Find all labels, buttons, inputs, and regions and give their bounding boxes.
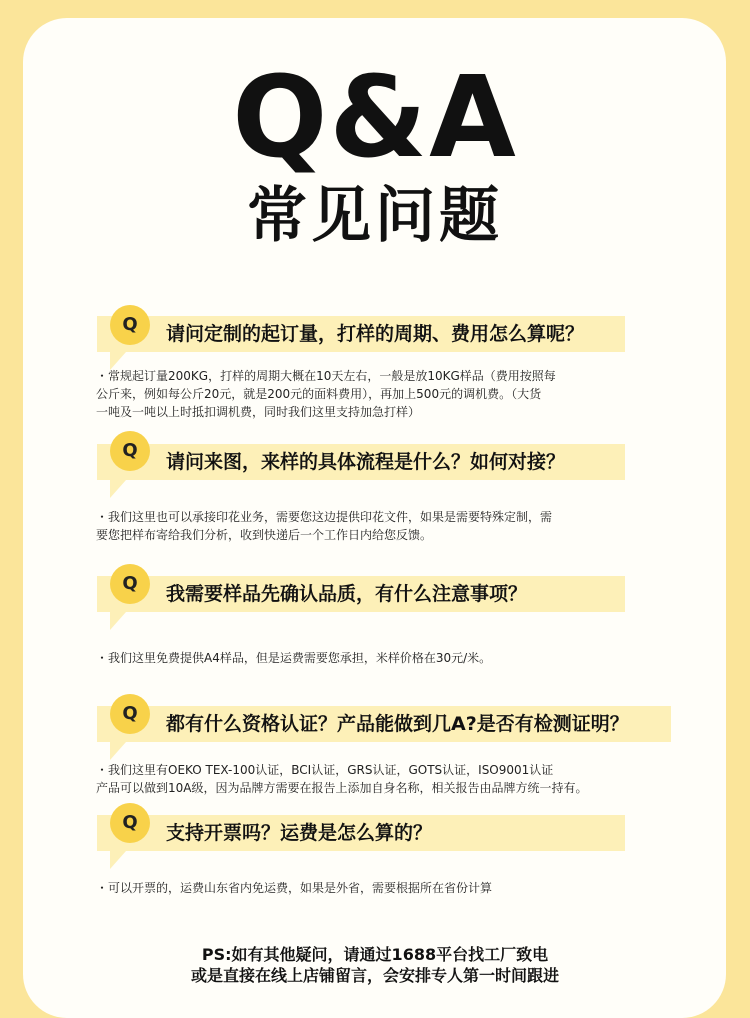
q-badge: Q bbox=[110, 803, 150, 843]
answer-line: ・我们这里也可以承接印花业务，需要您这边提供印花文件，如果是需要特殊定制，需 bbox=[96, 510, 553, 524]
answer-line: ・常规起订量200KG，打样的周期大概在10天左右，一般是放10KG样品（费用按照每 bbox=[96, 369, 556, 383]
page-subtitle: 常见问题 bbox=[247, 181, 503, 251]
footer-note bbox=[0, 944, 750, 986]
answer-line: ・可以开票的，运费山东省内免运费，如果是外省，需要根据所在省份计算 bbox=[96, 881, 493, 895]
speech-tail bbox=[110, 480, 134, 498]
answer-text bbox=[96, 508, 656, 544]
answer-line: 公斤来，例如每公斤20元，就是200元的面料费用），再加上500元的调机费。（大货 bbox=[96, 387, 542, 401]
answer-line: 产品可以做到10A级，因为品牌方需要在报告上添加自身名称，相关报告由品牌方统一持有。 bbox=[96, 781, 588, 795]
page-title: Q&A bbox=[232, 53, 518, 183]
footer-line: PS:如有其他疑问，请通过1688平台找工厂致电 bbox=[201, 945, 549, 964]
speech-tail bbox=[110, 742, 134, 760]
question-text: 请问来图，来样的具体流程是什么？如何对接？ bbox=[166, 451, 566, 473]
speech-tail bbox=[110, 612, 134, 630]
q-badge: Q bbox=[110, 694, 150, 734]
footer-line: 或是直接在线上店铺留言，会安排专人第一时间跟进 bbox=[190, 966, 559, 985]
answer-line: ・我们这里有OEKO TEX-100认证，BCI认证，GRS认证，GOTS认证，ISO9001认证 bbox=[96, 763, 554, 777]
answer-text bbox=[96, 367, 656, 421]
q-badge: Q bbox=[110, 564, 150, 604]
answer-text bbox=[96, 761, 656, 797]
question-text: 请问定制的起订量，打样的周期、费用怎么算呢？ bbox=[166, 323, 585, 345]
q-badge: Q bbox=[110, 431, 150, 471]
answer-text bbox=[96, 879, 656, 897]
answer-line: 一吨及一吨以上时抵扣调机费，同时我们这里支持加急打样） bbox=[96, 405, 421, 419]
answer-line: ・我们这里免费提供A4样品，但是运费需要您承担，米样价格在30元/米。 bbox=[96, 651, 492, 665]
q-badge: Q bbox=[110, 305, 150, 345]
speech-tail bbox=[110, 851, 134, 869]
question-text: 都有什么资格认证？产品能做到几A?是否有检测证明？ bbox=[166, 713, 629, 735]
answer-line: 要您把样布寄给我们分析，收到快递后一个工作日内给您反馈。 bbox=[96, 528, 433, 542]
question-text: 我需要样品先确认品质，有什么注意事项？ bbox=[166, 583, 528, 605]
question-text: 支持开票吗？运费是怎么算的？ bbox=[166, 822, 433, 844]
answer-text bbox=[96, 649, 656, 667]
